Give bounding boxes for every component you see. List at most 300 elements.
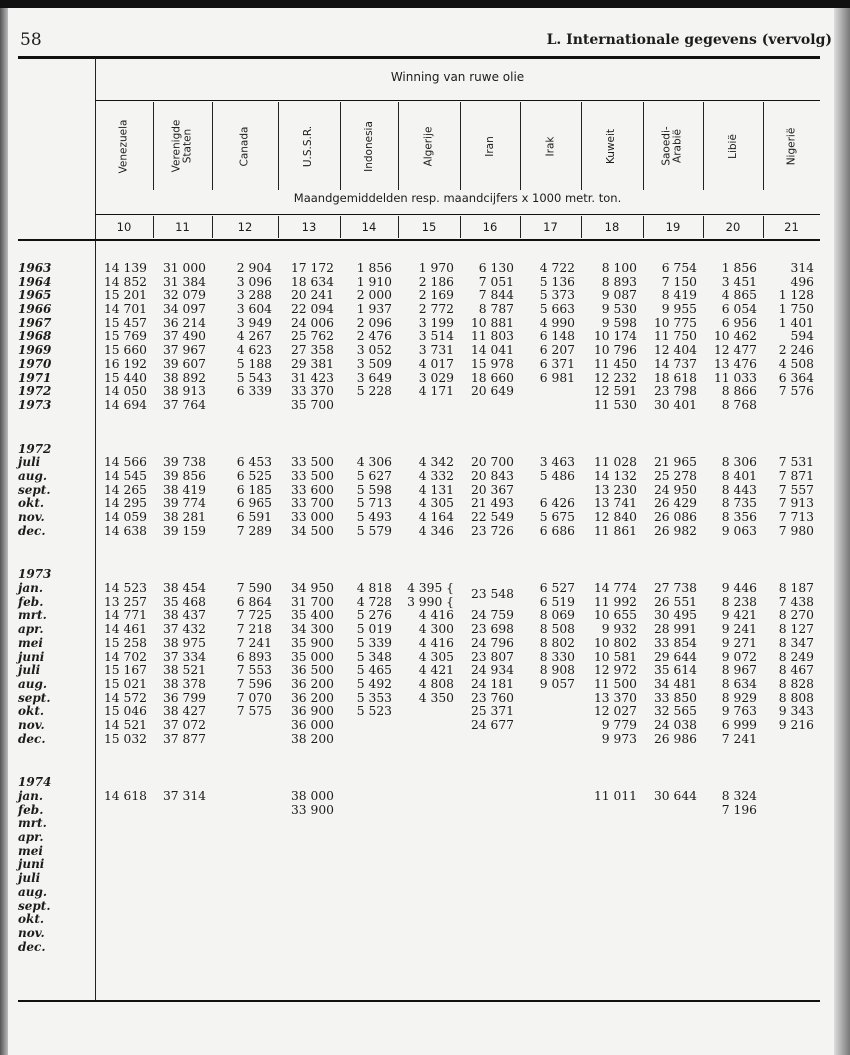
table-cell: 8 508 — [539, 622, 575, 637]
row-label: okt. — [18, 496, 45, 511]
row-label: 1963 — [18, 261, 52, 275]
table-cell: 10 881 — [470, 315, 514, 330]
table-cell: 7 596 — [236, 676, 272, 691]
table-row — [18, 900, 820, 914]
table-cell: 15 167 — [103, 663, 147, 678]
table-cell: 9 241 — [721, 622, 757, 637]
table-cell: 8 787 — [478, 302, 514, 317]
table-cell: 6 591 — [236, 510, 272, 524]
table-cell: 6 453 — [236, 455, 272, 470]
column-number: 11 — [175, 220, 190, 234]
table-cell: 24 796 — [470, 635, 514, 650]
table-cell: 8 634 — [721, 676, 757, 691]
table-cell: 5 493 — [356, 510, 392, 524]
column-number: 21 — [784, 220, 799, 234]
section-year: 1972 — [18, 441, 52, 456]
table-cell: 11 450 — [593, 356, 637, 371]
table-cell: 4 350 — [418, 690, 454, 705]
table-row — [18, 705, 820, 719]
table-cell: 4 808 — [418, 676, 454, 691]
table-cell: 6 054 — [721, 302, 757, 317]
table-cell: 36 500 — [290, 663, 334, 678]
table-cell: 18 618 — [653, 370, 697, 385]
table-cell: 3 029 — [418, 370, 454, 385]
table-cell: 14 132 — [593, 468, 637, 483]
column-header — [581, 102, 643, 190]
table-cell: 15 046 — [103, 704, 147, 719]
table-cell: 4 306 — [356, 455, 392, 470]
table-cell: 9 072 — [721, 649, 757, 664]
table-cell: 11 803 — [470, 329, 514, 344]
table-cell: 35 700 — [290, 397, 334, 412]
column-name: Iran — [483, 135, 496, 157]
row-label: mei — [18, 843, 43, 858]
table-cell: 33 900 — [290, 802, 334, 817]
row-label: 1972 — [18, 384, 52, 399]
table-cell: 37 072 — [162, 717, 206, 732]
table-cell: 3 052 — [356, 343, 392, 358]
table-cell: 15 457 — [103, 315, 147, 330]
column-divider — [643, 216, 644, 238]
row-label: 1973 — [18, 397, 52, 412]
table-cell: 23 760 — [470, 690, 514, 705]
table-cell: 7 241 — [721, 731, 757, 746]
table-row — [18, 262, 820, 276]
row-label: nov. — [18, 717, 45, 732]
table-cell: 23 726 — [470, 523, 514, 538]
table-cell: 7 051 — [478, 274, 514, 289]
table-cell: 14 771 — [103, 608, 147, 623]
table-cell: 36 799 — [162, 690, 206, 705]
table-cell: 10 655 — [593, 608, 637, 623]
table-cell: 8 187 — [778, 581, 814, 596]
row-label: 1971 — [18, 370, 52, 385]
running-head: L. Internationale gegevens (vervolg) — [546, 32, 832, 48]
row-label: apr. — [18, 622, 44, 637]
table-cell: 7 241 — [236, 635, 272, 650]
table-cell: 4 305 — [418, 496, 454, 511]
table-cell: 6 981 — [539, 370, 575, 385]
table-cell: 5 353 — [356, 690, 392, 705]
table-cell: 7 070 — [236, 690, 272, 705]
table-cell: 12 972 — [593, 663, 637, 678]
table-cell: 29 644 — [653, 649, 697, 664]
table-cell: 33 500 — [290, 468, 334, 483]
column-divider — [212, 102, 213, 190]
column-divider — [398, 102, 399, 190]
header-rule — [95, 214, 820, 215]
table-cell: 6 893 — [236, 649, 272, 664]
page-number: 58 — [20, 30, 42, 50]
table-row — [18, 664, 820, 678]
table-cell: 26 551 — [653, 594, 697, 609]
table-cell: 4 416 — [418, 635, 454, 650]
row-label: sept. — [18, 898, 51, 913]
table-cell: 38 913 — [162, 384, 206, 399]
table-cell: 38 975 — [162, 635, 206, 650]
row-label: jan. — [18, 581, 44, 596]
table-cell: 8 306 — [721, 455, 757, 470]
column-name: Saoedi- Arabië — [660, 126, 684, 166]
table-row — [18, 525, 820, 539]
column-name: Libië — [726, 133, 739, 159]
column-number: 13 — [301, 220, 317, 234]
table-cell: 5 663 — [539, 302, 575, 317]
table-cell: 33 854 — [653, 635, 697, 650]
table-cell: 14 521 — [103, 717, 147, 732]
table-row — [18, 470, 820, 484]
table-cell: 3 463 — [539, 455, 575, 470]
section-gap — [18, 538, 820, 568]
table-cell: 13 230 — [593, 482, 637, 497]
table-cell: 14 545 — [103, 468, 147, 483]
row-label: 1967 — [18, 315, 52, 330]
table-cell: 18 660 — [470, 370, 514, 385]
table-cell: 32 565 — [653, 704, 697, 719]
table-cell: 14 638 — [103, 523, 147, 538]
table-cell: 8 893 — [601, 274, 637, 289]
table-row — [18, 845, 820, 859]
row-label: okt. — [18, 912, 45, 927]
table-cell: 33 370 — [290, 384, 334, 399]
table-cell: 1 128 — [778, 288, 814, 303]
table-cell: 10 174 — [593, 329, 637, 344]
table-cell: 4 395 { — [407, 581, 454, 596]
table-cell: 6 148 — [539, 329, 575, 344]
table-cell: 4 131 — [418, 482, 454, 497]
table-row — [18, 927, 820, 941]
table-row — [18, 344, 820, 358]
table-cell: 8 808 — [778, 690, 814, 705]
column-header — [703, 102, 763, 190]
table-cell: 38 000 — [290, 789, 334, 803]
table-cell: 15 978 — [470, 356, 514, 371]
table-cell: 6 130 — [478, 261, 514, 275]
table-cell: 15 021 — [103, 676, 147, 691]
column-number: 20 — [725, 220, 741, 234]
table-cell: 11 028 — [593, 455, 637, 470]
table-cell: 36 200 — [290, 690, 334, 705]
table-cell: 8 238 — [721, 594, 757, 609]
table-cell: 14 702 — [103, 649, 147, 664]
table-cell: 4 171 — [418, 384, 454, 399]
table-cell: 35 900 — [290, 635, 334, 650]
table-cell: 3 731 — [418, 343, 454, 358]
table-cell: 4 508 — [778, 356, 814, 371]
table-cell: 7 553 — [236, 663, 272, 678]
scan-border — [0, 0, 850, 8]
column-name: U.S.S.R. — [302, 125, 315, 167]
table-row — [18, 358, 820, 372]
section-year: 1974 — [18, 775, 52, 790]
table-cell: 13 257 — [103, 594, 147, 609]
table-cell: 8 100 — [601, 261, 637, 275]
table-cell: 16 192 — [103, 356, 147, 371]
table-cell: 20 700 — [470, 455, 514, 470]
column-number: 18 — [604, 220, 620, 234]
column-divider — [153, 102, 154, 190]
table-cell: 21 493 — [470, 496, 514, 511]
column-divider — [212, 216, 213, 238]
table-cell: 21 965 — [653, 455, 697, 470]
table-cell: 14 265 — [103, 482, 147, 497]
column-divider — [398, 216, 399, 238]
column-divider — [153, 216, 154, 238]
table-row — [18, 317, 820, 331]
table-cell: 12 840 — [593, 510, 637, 524]
section-heading-row — [18, 443, 820, 457]
table-cell: 11 861 — [593, 523, 637, 538]
row-label: feb. — [18, 594, 44, 609]
table-row — [18, 623, 820, 637]
table-row — [18, 719, 820, 733]
table-cell: 9 973 — [601, 731, 637, 746]
table-cell: 28 991 — [653, 622, 697, 637]
column-divider — [703, 216, 704, 238]
column-header — [763, 102, 820, 190]
table-cell: 8 929 — [721, 690, 757, 705]
table-cell: 8 908 — [539, 663, 575, 678]
table-cell: 14 701 — [103, 302, 147, 317]
table-cell: 26 086 — [653, 510, 697, 524]
table-cell: 6 956 — [721, 315, 757, 330]
table-cell: 7 871 — [778, 468, 814, 483]
table-cell: 2 476 — [356, 329, 392, 344]
table-cell: 4 416 — [418, 608, 454, 623]
section-gap — [18, 413, 820, 443]
table-cell: 8 467 — [778, 663, 814, 678]
table-cell: 9 763 — [721, 704, 757, 719]
table-cell: 11 992 — [593, 594, 637, 609]
table-row — [18, 651, 820, 665]
table-cell: 10 462 — [713, 329, 757, 344]
column-divider — [460, 102, 461, 190]
table-cell: 9 063 — [721, 523, 757, 538]
table-cell: 1 856 — [356, 261, 392, 275]
table-cell: 3 604 — [236, 302, 272, 317]
table-cell: 5 373 — [539, 288, 575, 303]
table-cell: 6 426 — [539, 496, 575, 511]
table-cell: 24 950 — [653, 482, 697, 497]
column-divider — [520, 102, 521, 190]
table-cell: 314 — [790, 261, 814, 275]
table-cell: 31 423 — [290, 370, 334, 385]
table-cell: 15 440 — [103, 370, 147, 385]
table-row — [18, 385, 820, 399]
table-cell: 39 159 — [162, 523, 206, 538]
table-cell: 26 429 — [653, 496, 697, 511]
table-cell: 15 769 — [103, 329, 147, 344]
table-cell: 14 566 — [103, 455, 147, 470]
table-cell: 24 038 — [653, 717, 697, 732]
row-label: jan. — [18, 789, 44, 803]
table-cell: 9 530 — [601, 302, 637, 317]
table-cell: 6 527 — [539, 581, 575, 596]
table-cell: 9 446 — [721, 581, 757, 596]
table-cell: 6 185 — [236, 482, 272, 497]
table-title: Winning van ruwe olie — [390, 70, 525, 84]
column-header — [520, 102, 581, 190]
table-row — [18, 733, 820, 747]
table-cell: 4 300 — [418, 622, 454, 637]
table-cell: 2 169 — [418, 288, 454, 303]
table-cell: 37 334 — [162, 649, 206, 664]
table-cell: 7 590 — [236, 581, 272, 596]
table-cell: 7 196 — [721, 802, 757, 817]
table-row — [18, 372, 820, 386]
row-label: 1968 — [18, 329, 52, 344]
table-cell: 39 607 — [162, 356, 206, 371]
table-cell: 38 200 — [290, 731, 334, 746]
column-divider — [278, 102, 279, 190]
unit-caption: Maandgemiddelden resp. maandcijfers x 1000 metr. ton. — [293, 191, 622, 205]
table-cell: 8 330 — [539, 649, 575, 664]
table-cell: 1 937 — [356, 302, 392, 317]
table-cell: 23 698 — [470, 622, 514, 637]
row-label: nov. — [18, 510, 45, 524]
table-cell: 35 400 — [290, 608, 334, 623]
table-cell: 14 618 — [103, 789, 147, 803]
table-cell: 9 779 — [601, 717, 637, 732]
table-cell: 12 404 — [653, 343, 697, 358]
table-cell: 4 623 — [236, 343, 272, 358]
table-bottom-rule — [18, 1000, 820, 1002]
table-cell: 4 990 — [539, 315, 575, 330]
table-cell: 38 437 — [162, 608, 206, 623]
column-divider — [581, 102, 582, 190]
table-cell: 37 764 — [162, 397, 206, 412]
table-cell: 4 421 — [418, 663, 454, 678]
table-cell: 11 750 — [653, 329, 697, 344]
table-cell: 9 087 — [601, 288, 637, 303]
table-cell: 5 486 — [539, 468, 575, 483]
table-cell: 8 768 — [721, 397, 757, 412]
row-label: aug. — [18, 884, 48, 899]
table-cell: 36 000 — [290, 717, 334, 732]
table-cell: 38 521 — [162, 663, 206, 678]
table-cell: 7 844 — [478, 288, 514, 303]
table-row — [18, 276, 820, 290]
table-cell: 2 000 — [356, 288, 392, 303]
column-name: Verenigde Staten — [170, 119, 194, 173]
column-number: 10 — [116, 220, 132, 234]
table-cell: 1 910 — [356, 274, 392, 289]
table-cell: 3 514 — [418, 329, 454, 344]
table-cell: 24 677 — [470, 717, 514, 732]
table-row — [18, 303, 820, 317]
table-cell: 15 660 — [103, 343, 147, 358]
table-row — [18, 790, 820, 804]
table-cell: 36 200 — [290, 676, 334, 691]
table-cell: 2 246 — [778, 343, 814, 358]
table-cell: 34 097 — [162, 302, 206, 317]
table-cell: 30 495 — [653, 608, 697, 623]
table-cell: 35 614 — [653, 663, 697, 678]
row-label: 1966 — [18, 302, 52, 317]
table-row — [18, 804, 820, 818]
table-cell: 11 500 — [593, 676, 637, 691]
table-cell: 12 232 — [593, 370, 637, 385]
table-cell: 8 401 — [721, 468, 757, 483]
column-divider — [340, 216, 341, 238]
table-cell: 9 421 — [721, 608, 757, 623]
column-name: Canada — [238, 126, 251, 166]
table-row — [18, 289, 820, 303]
table-row — [18, 831, 820, 845]
table-cell: 39 856 — [162, 468, 206, 483]
table-cell: 4 865 — [721, 288, 757, 303]
table-cell: 37 877 — [162, 731, 206, 746]
table-body — [18, 262, 820, 954]
column-header — [153, 102, 212, 190]
row-label: apr. — [18, 830, 44, 845]
table-cell: 24 934 — [470, 663, 514, 678]
table-cell: 37 432 — [162, 622, 206, 637]
table-cell: 27 358 — [290, 343, 334, 358]
table-cell: 34 500 — [290, 523, 334, 538]
table-row — [18, 913, 820, 927]
table-cell: 5 348 — [356, 649, 392, 664]
column-divider — [763, 102, 764, 190]
table-cell: 12 477 — [713, 343, 757, 358]
column-header — [212, 102, 278, 190]
table-cell: 5 675 — [539, 510, 575, 524]
table-cell: 7 713 — [778, 510, 814, 524]
table-cell: 24 006 — [290, 315, 334, 330]
column-header — [398, 102, 460, 190]
table-cell: 37 490 — [162, 329, 206, 344]
table-cell: 33 600 — [290, 482, 334, 497]
table-cell: 8 127 — [778, 622, 814, 637]
table-cell: 7 218 — [236, 622, 272, 637]
table-cell: 37 314 — [162, 789, 206, 803]
table-cell: 25 278 — [653, 468, 697, 483]
table-cell: 39 774 — [162, 496, 206, 511]
table-cell: 9 216 — [778, 717, 814, 732]
table-cell: 11 530 — [593, 397, 637, 412]
table-cell: 22 094 — [290, 302, 334, 317]
row-label: mei — [18, 635, 43, 650]
table-cell: 13 741 — [593, 496, 637, 511]
table-cell: 20 241 — [290, 288, 334, 303]
table-cell: 17 172 — [290, 261, 334, 275]
table-cell: 1 401 — [778, 315, 814, 330]
table-cell: 5 543 — [236, 370, 272, 385]
table-cell: 496 — [790, 274, 814, 289]
table-cell: 7 725 — [236, 608, 272, 623]
table-cell: 6 207 — [539, 343, 575, 358]
table-cell: 8 802 — [539, 635, 575, 650]
row-label: 1964 — [18, 274, 52, 289]
row-label: feb. — [18, 802, 44, 817]
table-cell: 2 772 — [418, 302, 454, 317]
table-row — [18, 497, 820, 511]
table-row — [18, 886, 820, 900]
table-cell: 5 598 — [356, 482, 392, 497]
table-cell: 8 356 — [721, 510, 757, 524]
table-cell: 15 201 — [103, 288, 147, 303]
table-cell: 10 802 — [593, 635, 637, 650]
table-row — [18, 596, 820, 610]
column-name: Nigerië — [785, 127, 797, 165]
table-cell: 24 759 — [470, 608, 514, 623]
table-cell: 20 367 — [470, 482, 514, 497]
column-divider — [340, 102, 341, 190]
table-cell: 5 019 — [356, 622, 392, 637]
section-heading-row — [18, 776, 820, 790]
table-cell: 39 738 — [162, 455, 206, 470]
table-cell: 32 079 — [162, 288, 206, 303]
